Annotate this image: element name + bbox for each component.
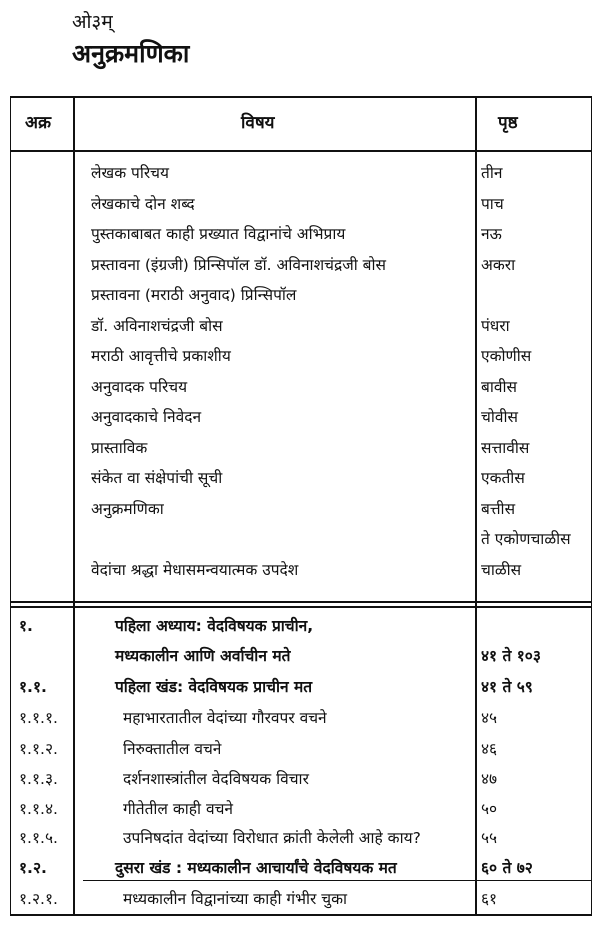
row-num: १.१.२. <box>19 740 58 758</box>
row-subject: पुस्तकाबाबत काही प्रख्यात विद्वानांचे अभिप्राय <box>91 225 346 243</box>
table-top-rule <box>11 96 591 98</box>
row-page: ४५ <box>481 709 498 727</box>
row-num: १.१. <box>19 678 47 696</box>
row-subject: निरुक्तातील वचने <box>123 740 222 758</box>
table-bottom-rule <box>11 914 591 916</box>
row-rule <box>83 880 591 881</box>
section-divider-rule <box>11 601 591 603</box>
row-page: एकोणीस <box>481 347 532 365</box>
row-page: ५५ <box>481 829 498 847</box>
row-subject: अनुवादकाचे निवेदन <box>91 408 202 426</box>
row-page: पाच <box>481 194 504 213</box>
om-heading: ओ३म् <box>72 11 113 33</box>
row-subject: लेखक परिचय <box>91 164 170 182</box>
row-num: १.१.५. <box>19 829 58 847</box>
row-subject: अनुवादक परिचय <box>91 377 188 396</box>
row-subject: प्रास्ताविक <box>91 438 148 457</box>
header-page: पृष्ठ <box>498 113 518 133</box>
row-page: पंधरा <box>481 316 510 335</box>
header-bottom-rule <box>11 150 591 152</box>
row-page: ४१ ते ५९ <box>481 678 533 696</box>
row-num: १.१.१. <box>19 709 58 727</box>
row-num: १.१.३. <box>19 770 58 788</box>
row-page: ४७ <box>481 770 498 788</box>
row-page: ते एकोणचाळीस <box>481 530 571 548</box>
row-subject: उपनिषदांत वेदांच्या विरोधात क्रांती केलेली आहे काय? <box>123 829 421 847</box>
row-num: १.२. <box>19 859 47 877</box>
row-subject: वेदांचा श्रद्धा मेधासमन्वयात्मक उपदेश <box>91 560 299 579</box>
row-num: १.१.४. <box>19 800 58 818</box>
row-page: बत्तीस <box>481 499 516 518</box>
row-page: ५० <box>481 800 498 818</box>
row-subject: संकेत वा संक्षेपांची सूची <box>91 469 223 487</box>
row-subject: लेखकाचे दोन शब्द <box>91 194 195 213</box>
row-page: चोवीस <box>481 408 518 426</box>
row-subject: मध्यकालीन आणि अर्वाचीन मते <box>115 647 291 665</box>
row-page: ६१ <box>481 890 498 908</box>
row-subject: मध्यकालीन विद्वानांच्या काही गंभीर चुका <box>123 890 348 908</box>
header-num: अक्र <box>25 113 52 133</box>
row-page: एकतीस <box>481 469 525 487</box>
column-rule <box>73 96 75 916</box>
row-page: अकरा <box>481 255 516 274</box>
row-page: चाळीस <box>481 560 522 579</box>
row-subject: दर्शनशास्त्रांतील वेदविषयक विचार <box>123 770 309 788</box>
row-page: सत्तावीस <box>481 438 530 457</box>
contents-table <box>10 96 592 916</box>
row-num: १.२.१. <box>19 890 58 908</box>
row-subject: गीतेतील काही वचने <box>123 800 234 818</box>
row-page: ४१ ते १०३ <box>481 647 541 665</box>
column-rule <box>475 96 477 916</box>
row-page: ४६ <box>481 740 498 758</box>
row-page: ६० ते ७२ <box>481 859 533 877</box>
row-subject: प्रस्तावना (इंग्रजी) प्रिन्सिपॉल डॉ. अविनाशचंद्रजी बोस <box>91 255 386 274</box>
page-title: अनुक्रमणिका <box>72 39 190 68</box>
row-subject: मराठी आवृत्तीचे प्रकाशीय <box>91 347 231 365</box>
row-subject: डॉ. अविनाशचंद्रजी बोस <box>91 316 223 335</box>
header-subject: विषय <box>241 113 275 133</box>
row-num: १. <box>19 617 33 635</box>
row-subject: प्रस्तावना (मराठी अनुवाद) प्रिन्सिपॉल <box>91 286 297 304</box>
row-subject: पहिला अध्याय: वेदविषयक प्राचीन, <box>115 617 314 635</box>
row-subject: पहिला खंड: वेदविषयक प्राचीन मत <box>115 678 313 696</box>
row-subject: महाभारतातील वेदांच्या गौरवपर वचने <box>123 709 327 727</box>
section-divider-rule <box>11 606 591 608</box>
row-subject: दुसरा खंड : मध्यकालीन आचार्यांचे वेदविषयक मत <box>115 859 397 877</box>
row-page: बावीस <box>481 377 517 396</box>
row-subject: अनुक्रमणिका <box>91 499 164 518</box>
row-page: नऊ <box>481 225 502 243</box>
row-page: तीन <box>481 164 503 182</box>
